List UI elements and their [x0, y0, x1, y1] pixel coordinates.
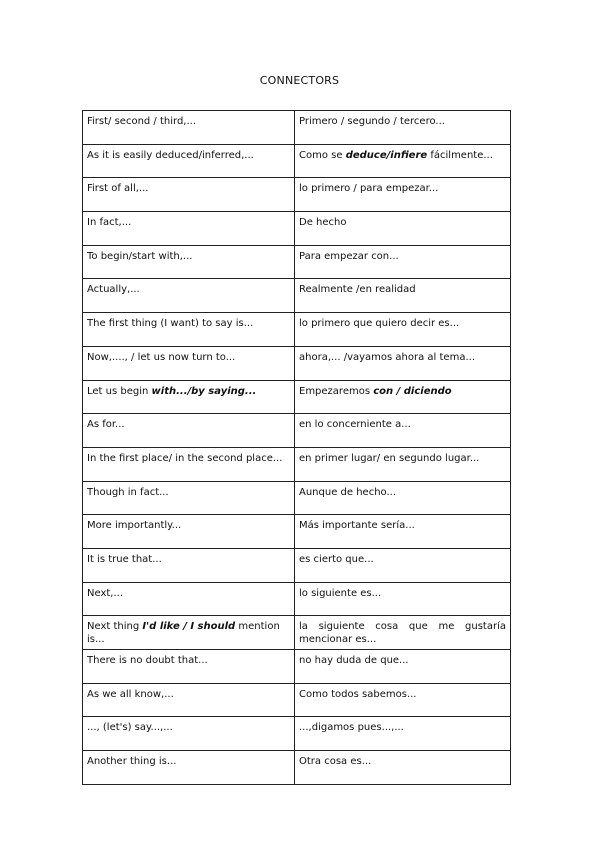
spanish-translation-cell: [295, 313, 511, 347]
table-row: [83, 683, 511, 717]
table-row: [83, 447, 511, 481]
english-connector-cell: [83, 548, 295, 582]
spanish-translation-cell: [295, 616, 511, 650]
cell-text: First of all,...: [87, 183, 149, 195]
connectors-table: [82, 110, 511, 785]
cell-text: Next thing: [87, 621, 143, 633]
english-connector-cell: [83, 616, 295, 650]
english-connector-cell: [83, 683, 295, 717]
table-row: [83, 751, 511, 785]
cell-text: Para empezar con...: [299, 250, 399, 262]
cell-text: Como todos sabemos...: [299, 688, 417, 700]
table-row: [83, 481, 511, 515]
spanish-translation-cell: [295, 481, 511, 515]
cell-text: lo siguiente es...: [299, 587, 382, 599]
cell-text: In the first place/ in the second place...: [87, 452, 283, 464]
cell-text: Another thing is...: [87, 756, 177, 768]
cell-text: ..., (let's) say...,...: [87, 722, 173, 734]
cell-text: Though in fact...: [87, 486, 169, 498]
cell-text: As it is easily deduced/inferred,...: [87, 149, 254, 161]
table-row: [83, 111, 511, 145]
cell-text: As we all know,...: [87, 688, 174, 700]
table-row: [83, 717, 511, 751]
table-row: [83, 279, 511, 313]
english-connector-cell: [83, 313, 295, 347]
cell-text: Now,...., / let us now turn to...: [87, 351, 236, 363]
table-row: [83, 548, 511, 582]
cell-text: Actually,...: [87, 284, 140, 296]
cell-text: Más importante sería...: [299, 520, 415, 532]
spanish-translation-cell: [295, 414, 511, 448]
table-row: [83, 144, 511, 178]
cell-text: In fact,...: [87, 217, 132, 229]
cell-text: Otra cosa es...: [299, 756, 372, 768]
english-connector-cell: [83, 481, 295, 515]
table-row: [83, 346, 511, 380]
spanish-translation-cell: [295, 515, 511, 549]
table-row: [83, 582, 511, 616]
emphasized-text: con / diciendo: [373, 385, 452, 397]
cell-text: De hecho: [299, 217, 347, 229]
cell-text: As for...: [87, 419, 125, 431]
cell-text: Como se: [299, 149, 346, 161]
cell-text: no hay duda de que...: [299, 655, 409, 666]
english-connector-cell: [83, 515, 295, 549]
table-row: [83, 313, 511, 347]
cell-text: Next,...: [87, 587, 124, 599]
spanish-translation-cell: [295, 447, 511, 481]
english-connector-cell: [83, 582, 295, 616]
table-row: [83, 616, 511, 650]
english-connector-cell: [83, 111, 295, 145]
spanish-translation-cell: [295, 279, 511, 313]
cell-text: Let us begin: [87, 385, 152, 397]
table-row: [83, 380, 511, 414]
cell-text: More importantly...: [87, 520, 182, 532]
table-row: [83, 515, 511, 549]
page-title: CONNECTORS: [259, 74, 340, 87]
english-connector-cell: [83, 650, 295, 684]
table-row: [83, 414, 511, 448]
english-connector-cell: [83, 751, 295, 785]
english-connector-cell: [83, 346, 295, 380]
spanish-translation-cell: [295, 650, 511, 684]
english-connector-cell: [83, 447, 295, 481]
cell-text: Realmente /en realidad: [299, 284, 416, 296]
cell-text: Primero / segundo / tercero...: [299, 116, 445, 127]
cell-text: It is true that...: [87, 553, 162, 565]
spanish-translation-cell: [295, 582, 511, 616]
spanish-translation-cell: [295, 111, 511, 145]
emphasized-text: deduce/infiere: [345, 149, 428, 161]
cell-text: en lo concerniente a...: [299, 419, 411, 431]
cell-text: es cierto que...: [299, 553, 374, 565]
english-connector-cell: [83, 717, 295, 751]
cell-text: First/ second / third,...: [87, 116, 197, 127]
cell-text: fácilmente...: [427, 149, 493, 161]
english-connector-cell: [83, 245, 295, 279]
table-row: [83, 245, 511, 279]
spanish-translation-cell: [295, 144, 511, 178]
english-connector-cell: [83, 414, 295, 448]
spanish-translation-cell: [295, 683, 511, 717]
spanish-translation-cell: [295, 548, 511, 582]
cell-text: Aunque de hecho...: [299, 486, 397, 498]
cell-text: Empezaremos: [299, 385, 374, 397]
cell-text: la siguiente cosa que me gustaría mencionar es...: [299, 621, 506, 646]
english-connector-cell: [83, 212, 295, 246]
cell-text: en primer lugar/ en segundo lugar...: [299, 452, 480, 464]
spanish-translation-cell: [295, 178, 511, 212]
cell-text: ahora,... /vayamos ahora al tema...: [299, 351, 475, 363]
english-connector-cell: [83, 380, 295, 414]
cell-text: lo primero / para empezar...: [299, 183, 439, 195]
table-row: [83, 212, 511, 246]
english-connector-cell: [83, 279, 295, 313]
spanish-translation-cell: [295, 212, 511, 246]
spanish-translation-cell: [295, 751, 511, 785]
cell-text: There is no doubt that...: [87, 655, 208, 666]
cell-text: lo primero que quiero decir es...: [299, 318, 460, 330]
table-row: [83, 178, 511, 212]
cell-text: ...,digamos pues...,...: [299, 722, 404, 734]
connectors-table-body: [83, 111, 511, 785]
cell-text: The first thing (I want) to say is...: [87, 318, 254, 330]
spanish-translation-cell: [295, 346, 511, 380]
table-row: [83, 650, 511, 684]
spanish-translation-cell: [295, 717, 511, 751]
spanish-translation-cell: [295, 380, 511, 414]
cell-text: mention is...: [87, 621, 280, 646]
cell-text: To begin/start with,...: [87, 250, 193, 262]
english-connector-cell: [83, 144, 295, 178]
emphasized-text: with.../by saying...: [151, 385, 257, 397]
emphasized-text: I'd like / I should: [142, 621, 236, 633]
spanish-translation-cell: [295, 245, 511, 279]
english-connector-cell: [83, 178, 295, 212]
